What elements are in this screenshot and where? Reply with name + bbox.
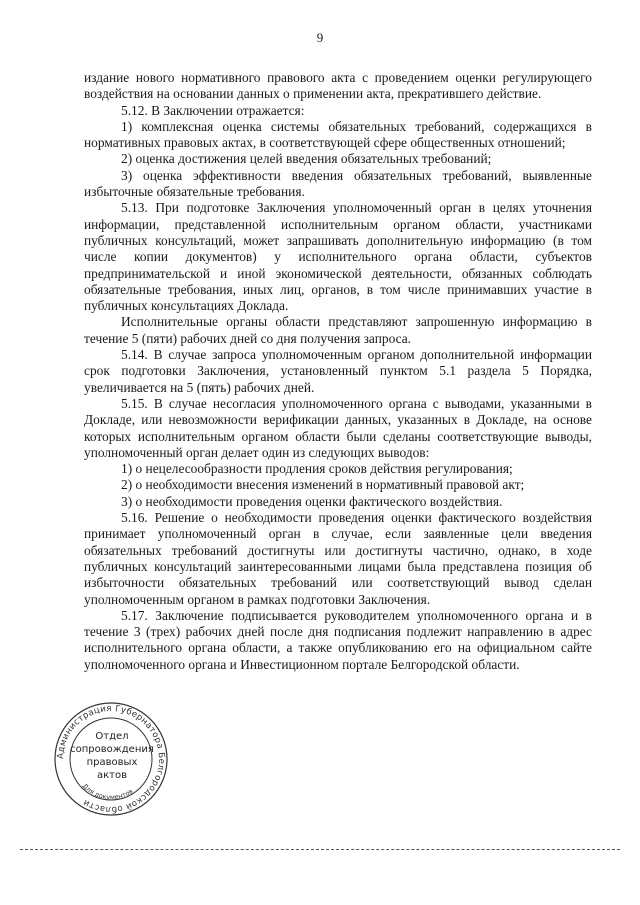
- stamp-inner-text: Для документов: [80, 782, 135, 802]
- page-number: 9: [316, 30, 324, 45]
- official-stamp: [52, 700, 170, 818]
- list-item: 3) о необходимости проведения оценки фактического воздействия.: [121, 493, 503, 509]
- stamp-line: сопровождения: [70, 744, 154, 755]
- list-item: 3) оценка эффективности введения обязательных требований, выявленные избыточные обязательные требования.: [84, 167, 592, 200]
- list-item: 2) о необходимости внесения изменений в нормативный правовой акт;: [121, 477, 525, 493]
- paragraph-continuation: издание нового нормативного правового акта с проведением оценки регулирующего воздействия на основании данных о применении акта, прекратившего действие.: [84, 70, 592, 102]
- list-item: 2) оценка достижения целей введения обязательных требований;: [121, 151, 492, 167]
- list-item: 1) о нецелесообразности продления сроков действия регулирования;: [121, 461, 513, 477]
- paragraph-5-12: 5.12. В Заключении отражается:: [121, 102, 305, 118]
- stamp-line: актов: [96, 770, 127, 781]
- stamp-line: правовых: [86, 757, 138, 768]
- paragraph-5-17: 5.17. Заключение подписывается руководителем уполномоченного органа и в течение 3 (трех) рабочих дней после дня подписания подлежит направлению в адрес исполнительного органа области, а также опубликованию его на официальном сайте уполномоченного органа и Инвестиционном портале Белгородской области.: [84, 607, 592, 672]
- list-item: 1) комплексная оценка системы обязательных требований, содержащихся в нормативных правовых актах, в соответствующей сфере общественных отношений;: [84, 118, 592, 151]
- paragraph-5-13: 5.13. При подготовке Заключения уполномоченный орган в целях уточнения информации, представленной исполнительным органом области, участниками публичных консультаций, может запрашивать дополнительную информацию (в том числе копии документов) у исполнительного органа области, субъектов предпринимательской и иной экономической деятельности, обязанных соблюдать обязательные требования, иных лиц, органов, в том числе принимавших участие в публичных консультациях Доклада.: [84, 200, 592, 314]
- stamp-center-text: [70, 730, 154, 782]
- paragraph-executive-bodies: Исполнительные органы области представляют запрошенную информацию в течение 5 (пяти) рабочих дней со дня получения запроса.: [84, 314, 592, 346]
- paragraph-5-16: 5.16. Решение о необходимости проведения оценки фактического воздействия принимает уполномоченный орган в случае, если заявленные цели введения обязательных требований достигнуты или достигнуты частично, однако, в ходе публичных консультаций заинтересованными лицами была представлена позиция об избыточности обязательных требований или соответствующий вывод сделан уполномоченным органом в рамках подготовки Заключения.: [84, 510, 592, 607]
- stamp-ring-text: Администрация Губернатора Белгородской области: [55, 703, 167, 815]
- document-body: [84, 70, 592, 673]
- stamp-line: Отдел: [95, 731, 129, 742]
- paragraph-5-15: 5.15. В случае несогласия уполномоченного органа с выводами, указанными в Докладе, или невозможности верификации данных, указанных в Докладе, на основе которых исполнительным органом области были сделаны соответствующие выводы, уполномоченный орган делает один из следующих выводов:: [84, 395, 592, 460]
- bottom-divider: [20, 849, 620, 850]
- paragraph-5-14: 5.14. В случае запроса уполномоченным органом дополнительной информации срок подготовки Заключения, установленный пунктом 5.1 раздела 5 Порядка, увеличивается на 5 (пять) рабочих дней.: [84, 347, 592, 395]
